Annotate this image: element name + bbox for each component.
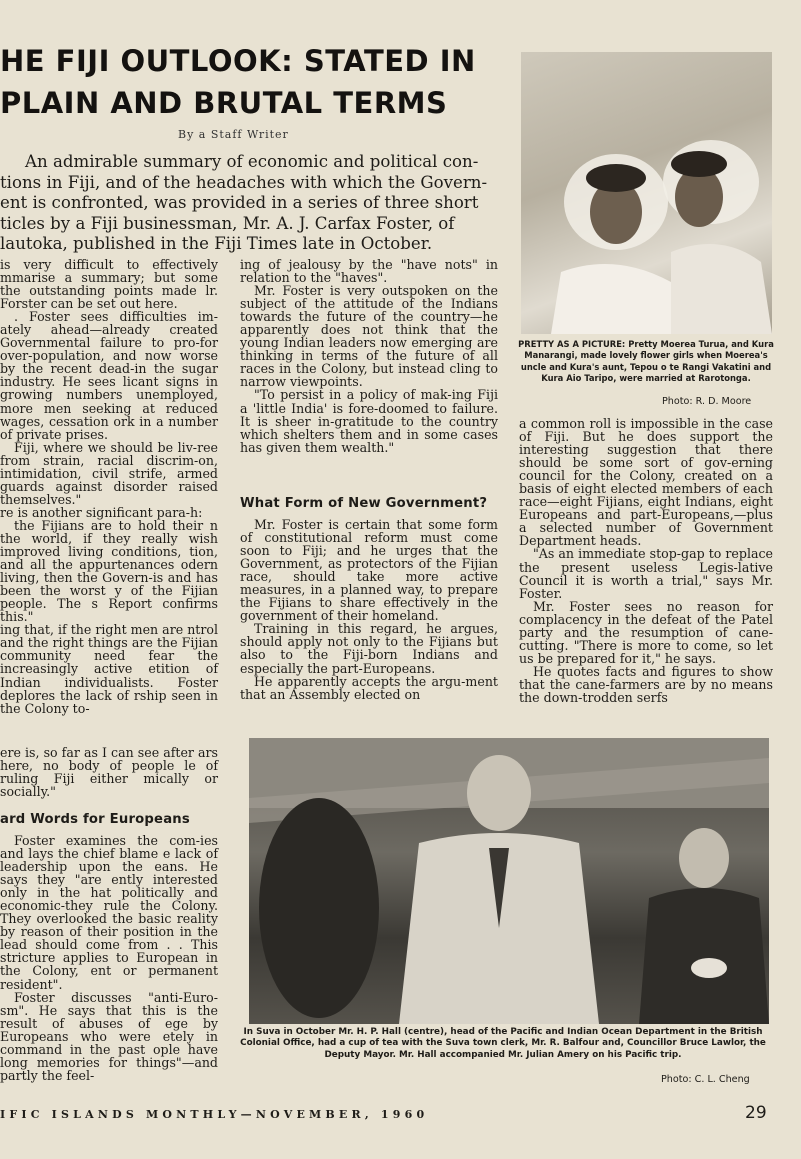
paragraph: "To persist in a policy of mak-ing Fiji a 'little India' is fore-doomed to failure. It is sheer in-gratitude to the country which shelters them and in some cases has given them wealth.": [240, 387, 498, 455]
paragraph: Mr. Foster is certain that some form of constitutional reform must come soon to Fiji; and he urges that the Government, as protectors of the Fijian race, should take more active measures, in a planned way, to prepare the Fijians to share effectively in the government of their homeland.: [240, 517, 498, 624]
byline: By a Staff Writer: [178, 128, 289, 141]
paragraph: the Fijians are to hold their n the world, if they really wish improved living conditions, tion, and all the appurtenances odern living, then the Govern-is and has been the worst y of the Fijian people. The s Report confirms this.": [0, 517, 218, 625]
paragraph: Mr. Foster sees no reason for complacency in the defeat of the Patel party and the resumption of cane-cutting. "There is more to come, so let us be prepared for it," he says.: [519, 598, 773, 666]
page-number: 29: [745, 1103, 767, 1123]
paragraph: Training in this regard, he argues, should apply not only to the Fijians but also to the Fiji-born Indians and especially the part-Europeans.: [240, 621, 498, 676]
paragraph: He apparently accepts the argu-ment that an Assembly elected on: [240, 673, 498, 702]
column-2-top: [240, 258, 498, 454]
flower-girls-credit: Photo: R. D. Moore: [662, 396, 752, 407]
tea-meeting-caption: In Suva in October Mr. H. P. Hall (centre), head of the Pacific and Indian Ocean Department in the British Colonial Office, had a cup of tea with the Suva town clerk, Mr. R. Balfour and, Councillor Bruce Lawlor, the Deputy Mayor. Mr. Hall accompanied Mr. Julian Amery on his Pacific trip.: [240, 1027, 766, 1060]
paragraph: He quotes facts and figures to show that the cane-farmers are by no means the down-trodden serfs: [519, 663, 773, 705]
paragraph: ere is, so far as I can see after ars here, no body of people le of ruling Fiji either mically or socially.": [0, 745, 218, 800]
tea-meeting-photo: [249, 738, 769, 1024]
paragraph: Foster discusses "anti-Euro-sm". He says that this is the result of abuses of ege by Europeans who were etely in command in the past ople have long memories for things"—and partly the feel-: [0, 989, 218, 1083]
column-1-top: [0, 258, 218, 715]
tea-meeting-credit: Photo: C. L. Cheng: [661, 1074, 750, 1085]
paragraph: Fiji, where we should be liv-ree from strain, racial discrim-on, intimidation, civil strife, armed guards against disorder raised themselves.": [0, 439, 218, 507]
intro-line: ent is confronted, was provided in a series of three short: [0, 193, 479, 212]
intro-line: An admirable summary of economic and political con-: [25, 152, 479, 171]
headline-line-2: PLAIN AND BRUTAL TERMS: [0, 86, 448, 120]
paragraph: Foster examines the com-ies and lays the chief blame e lack of leadership upon the eans. He says they "are ently interested only in the hat politically and economic-they rule the Colony. They overlooked the basic reality by reason of their position in the lead should come from . . This stricture applies to European in the Colony, ent or permanent resident".: [0, 833, 218, 992]
column-3: [519, 417, 773, 704]
intro-line: lautoka, published in the Fiji Times late in October.: [0, 234, 433, 253]
paragraph: Mr. Foster is very outspoken on the subject of the attitude of the Indians towards the future of the country—he apparently does not think that the young Indian leaders now emerging are thinking in terms of the future of all races in the Colony, but instead cling to narrow viewpoints.: [240, 283, 498, 390]
paragraph: . Foster sees difficulties im-ately ahead—already created Governmental failure to pro-for over-population, and now worse by the recent dead-in the sugar industry. He sees licant signs in growing numbers unemployed, more men seeking at reduced wages, cessation ork in a number of private prises.: [0, 309, 218, 442]
paragraph: ing that, if the right men are ntrol and the right things are the Fijian community need fear the increasingly active etition of Indian individualists. Foster deplores the lack of rship seen in the Colony to-: [0, 622, 218, 716]
subhead-new-government: What Form of New Government?: [240, 496, 488, 511]
flower-girls-caption: PRETTY AS A PICTURE: Pretty Moerea Turua, and Kura Manarangi, made lovely flower girls when Moerea's uncle and Kura's aunt, Tepou o te Rangi Vakatini and Kura Aio Taripo, were married at Rarotonga.: [518, 339, 774, 384]
intro-line: ticles by a Fiji businessman, Mr. A. J. Carfax Foster, of: [0, 213, 455, 233]
column-1-middle: [0, 746, 218, 798]
paragraph: a common roll is impossible in the case of Fiji. But he does support the interesting suggestion that there should be some sort of gov-erning council for the Colony, created on a basis of eight elected members of each race—eight Fijians, eight Indians, eight Europeans and part-Europeans,—plus a selected number of Government Department heads.: [519, 416, 773, 549]
intro-line: tions in Fiji, and of the headaches with which the Govern-: [0, 172, 488, 192]
magazine-footer: IFIC ISLANDS MONTHLY—NOVEMBER, 1960: [0, 1108, 429, 1121]
column-1-bottom: [0, 834, 218, 1082]
flower-girls-image: [521, 52, 772, 334]
subhead-hard-words: ard Words for Europeans: [0, 812, 190, 827]
paragraph: is very difficult to effectively mmarise a summary; but some the outstanding points made lr. Forster can be set out here.: [0, 257, 218, 312]
headline-line-1: HE FIJI OUTLOOK: STATED IN: [0, 44, 476, 78]
paragraph: ing of jealousy by the "have nots" in relation to the "haves".: [240, 257, 498, 286]
column-2-bottom: [240, 518, 498, 701]
intro-paragraph: [0, 152, 505, 255]
flower-girls-photo: [521, 52, 772, 334]
article-headline: [0, 40, 500, 124]
paragraph: "As an immediate stop-gap to replace the present useless Legis-lative Council it is worth a trial," says Mr. Foster.: [519, 546, 773, 601]
tea-meeting-image: [249, 738, 769, 1024]
paragraph: re is another significant para-h:: [0, 504, 203, 520]
